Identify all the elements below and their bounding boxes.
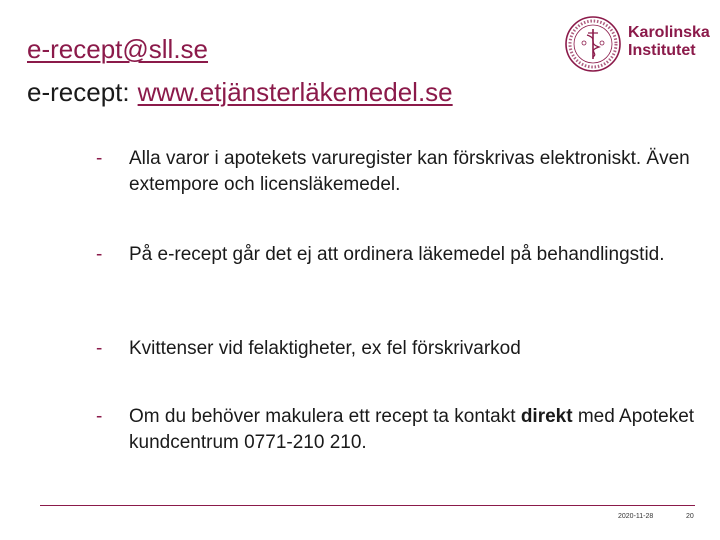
- subtitle-line: [27, 77, 453, 108]
- website-link[interactable]: www.etjänsterläkemedel.se: [137, 77, 453, 107]
- bullet-text-end: med Apoteket kundcentrum 0771-210 210.: [129, 406, 695, 453]
- logo-wordmark: [628, 24, 710, 60]
- bullet-marker: -: [96, 406, 103, 427]
- bullet-marker: -: [96, 244, 103, 265]
- page-number: 20: [686, 513, 694, 520]
- bullet-text-start: Om du behöver makulera ett recept ta kontakt: [129, 406, 516, 427]
- footer-date: 2020-11-28: [618, 513, 654, 520]
- bullet-text: [129, 404, 699, 456]
- logo-name-line1: Karolinska: [628, 24, 710, 41]
- logo-name-line2: Institutet: [628, 42, 696, 59]
- bullet-marker: -: [96, 148, 103, 169]
- bullet-marker: -: [96, 338, 103, 359]
- bullet-text: På e-recept går det ej att ordinera läkemedel på behandlingstid.: [129, 244, 665, 265]
- bullet-text-emphasis: direkt: [520, 406, 573, 427]
- subtitle-prefix: e-recept:: [27, 77, 130, 107]
- email-link[interactable]: e-recept@sll.se: [27, 34, 209, 64]
- bullet-text: Kvittenser vid felaktigheter, ex fel förskrivarkod: [129, 338, 521, 359]
- bullet-text: Alla varor i apotekets varuregister kan förskrivas elektroniskt. Även extempore och licensläkemedel.: [129, 148, 690, 195]
- footer-divider: [40, 505, 695, 506]
